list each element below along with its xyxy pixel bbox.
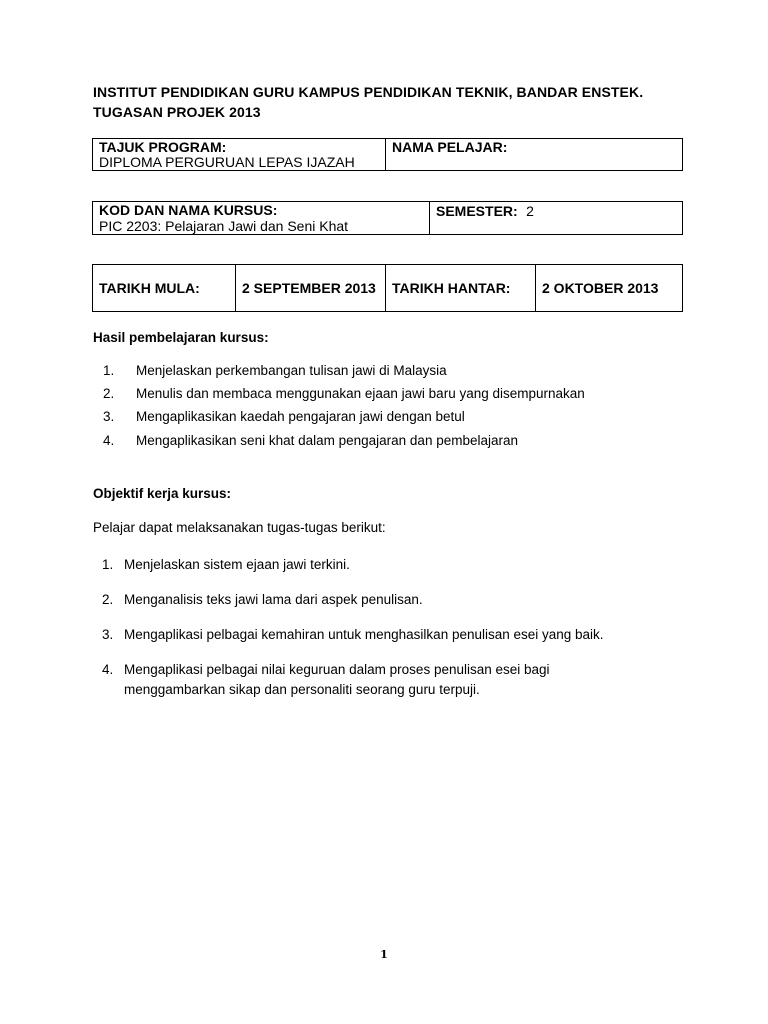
submit-date-label: TARIKH HANTAR:: [392, 280, 511, 296]
semester-cell: [429, 202, 682, 234]
student-name-label: NAMA PELAJAR:: [392, 139, 508, 155]
course-label: KOD DAN NAMA KURSUS:: [99, 202, 278, 218]
objectives-intro: Pelajar dapat melaksanakan tugas-tugas berikut:: [93, 520, 386, 535]
list-text: Mengaplikasi pelbagai kemahiran untuk menghasilkan penulisan esei yang baik.: [124, 627, 604, 642]
semester-value: 2: [526, 203, 534, 219]
program-box: [92, 138, 683, 171]
list-text: Mengaplikasikan kaedah pengajaran jawi dengan betul: [136, 409, 465, 424]
course-box: [92, 201, 683, 235]
start-date-value-cell: [235, 265, 385, 311]
start-date-label: TARIKH MULA:: [99, 280, 200, 296]
start-date-label-cell: [93, 265, 235, 311]
list-number: 1.: [103, 363, 115, 378]
assignment-title: TUGASAN PROJEK 2013: [93, 104, 261, 120]
list-text: Mengaplikasi pelbagai nilai keguruan dalam proses penulisan esei bagi: [124, 662, 550, 677]
course-value: PIC 2203: Pelajaran Jawi dan Seni Khat: [99, 218, 349, 234]
objectives-title: Objektif kerja kursus:: [93, 486, 232, 501]
submit-date-value: 2 OKTOBER 2013: [542, 280, 659, 296]
list-text: Mengaplikasikan seni khat dalam pengajaran dan pembelajaran: [136, 433, 519, 448]
student-name-cell: [385, 139, 682, 170]
list-number: 4.: [103, 433, 115, 448]
submit-date-value-cell: [535, 265, 682, 311]
course-cell: [93, 202, 429, 234]
list-text: Menjelaskan perkembangan tulisan jawi di Malaysia: [136, 363, 447, 378]
dates-box: [92, 264, 683, 312]
list-number: 2.: [103, 386, 115, 401]
learning-outcomes-title: Hasil pembelajaran kursus:: [93, 330, 269, 345]
institution-title: INSTITUT PENDIDIKAN GURU KAMPUS PENDIDIKAN TEKNIK, BANDAR ENSTEK.: [93, 84, 644, 100]
list-number: 1.: [102, 557, 114, 572]
page-number: 1: [380, 948, 388, 961]
list-text: Menganalisis teks jawi lama dari aspek penulisan.: [124, 592, 423, 607]
program-label: TAJUK PROGRAM:: [99, 139, 227, 155]
start-date-value: 2 SEPTEMBER 2013: [242, 280, 376, 296]
list-text: Menjelaskan sistem ejaan jawi terkini.: [124, 557, 350, 572]
list-number: 2.: [102, 592, 114, 607]
list-text: Menulis dan membaca menggunakan ejaan jawi baru yang disempurnakan: [136, 386, 585, 401]
program-value: DIPLOMA PERGURUAN LEPAS IJAZAH: [99, 154, 355, 170]
submit-date-label-cell: [385, 265, 535, 311]
list-number: 4.: [102, 662, 114, 677]
program-cell: [93, 139, 385, 170]
list-text-continued: menggambarkan sikap dan personaliti seorang guru terpuji.: [124, 682, 480, 697]
list-number: 3.: [102, 627, 114, 642]
list-number: 3.: [103, 409, 115, 424]
semester-label: SEMESTER:: [436, 203, 518, 219]
